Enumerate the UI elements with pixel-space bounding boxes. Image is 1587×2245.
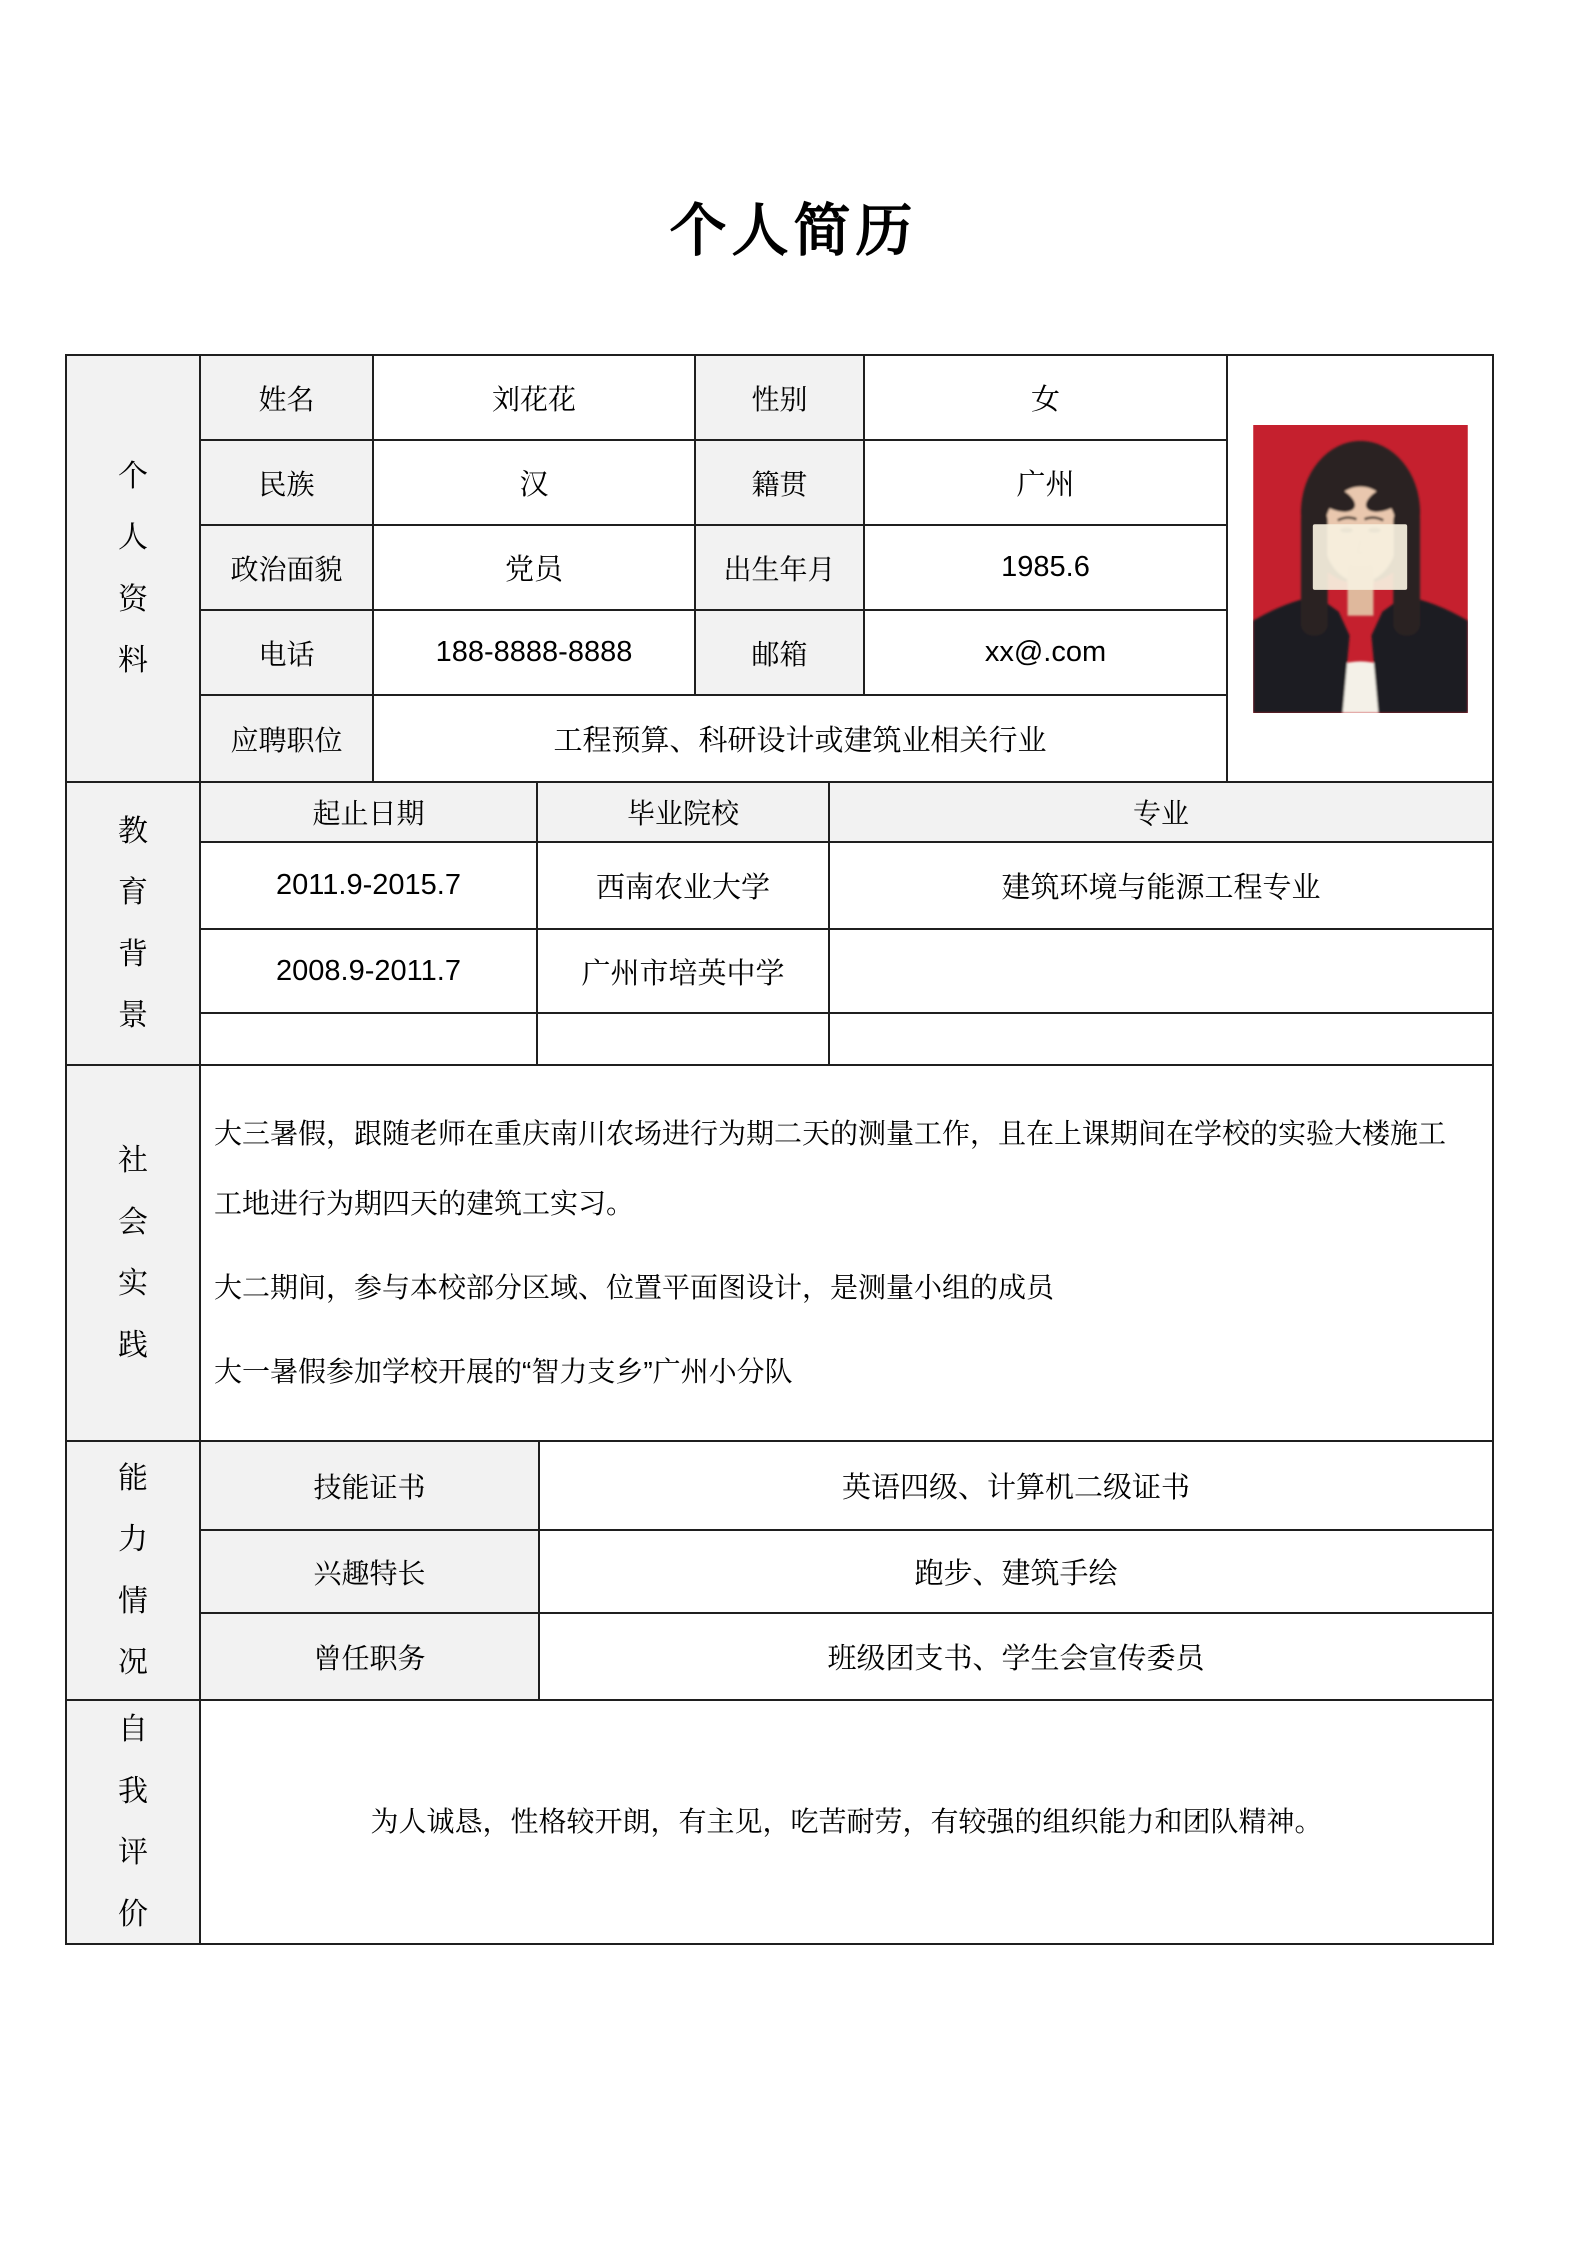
edu-period: 2011.9-2015.7 [201,843,538,930]
label-birth-date: 出生年月 [696,526,865,611]
practice-content [201,1066,1492,1440]
edu-period: 2008.9-2011.7 [201,930,538,1014]
value-gender: 女 [865,356,1228,441]
value-ethnicity: 汉 [374,441,696,526]
section-personal [67,356,1492,783]
section-evaluation [67,1701,1492,1943]
section-title-education [67,783,201,1064]
edu-school: 广州市培英中学 [538,930,830,1014]
label-ethnicity: 民族 [201,441,374,526]
label-certificates: 技能证书 [201,1442,540,1531]
edu-major: 建筑环境与能源工程专业 [830,843,1492,930]
evaluation-content [201,1701,1492,1943]
value-position-applied: 工程预算、科研设计或建筑业相关行业 [374,696,1228,781]
edu-school-empty [538,1014,830,1064]
personal-grid [201,356,1492,781]
section-ability [67,1442,1492,1701]
section-title-text: 教育背景 [118,814,148,1032]
ability-grid [201,1442,1492,1699]
section-title-practice [67,1066,201,1440]
section-title-text: 个人资料 [118,459,148,677]
evaluation-text: 为人诚恳，性格较开朗，有主见，吃苦耐劳，有较强的组织能力和团队精神。 [370,1805,1323,1837]
face-blur-box [1312,524,1406,590]
edu-header-period: 起止日期 [201,783,538,843]
label-political-status: 政治面貌 [201,526,374,611]
value-certificates: 英语四级、计算机二级证书 [540,1442,1492,1531]
education-grid [201,783,1492,1064]
label-gender: 性别 [696,356,865,441]
section-education [67,783,1492,1066]
edu-major-empty [830,1014,1492,1064]
label-native-place: 籍贯 [696,441,865,526]
practice-paragraph: 大一暑假参加学校开展的“智力支乡”广州小分队 [214,1356,793,1387]
label-name: 姓名 [201,356,374,441]
id-photo [1253,425,1468,713]
label-hobbies: 兴趣特长 [201,1531,540,1614]
practice-paragraph: 大三暑假，跟随老师在重庆南川农场进行为期二天的测量工作，且在上课期间在学校的实验大楼施工工地进行为期四天的建筑工实习。 [214,1118,1447,1219]
value-political-status: 党员 [374,526,696,611]
photo-cell [1228,356,1492,781]
section-title-evaluation [67,1701,201,1943]
practice-body [201,1066,1492,1440]
edu-header-major: 专业 [830,783,1492,843]
value-past-positions: 班级团支书、学生会宣传委员 [827,1643,1205,1675]
evaluation-body [201,1701,1492,1943]
value-native-place: 广州 [865,441,1228,526]
page-title: 个人简历 [669,200,918,263]
section-title-text: 社会实践 [118,1144,148,1362]
section-title-text: 自我评价 [118,1713,148,1931]
edu-major [830,930,1492,1014]
label-email: 邮箱 [696,611,865,696]
value-hobbies: 跑步、建筑手绘 [540,1531,1492,1614]
practice-paragraph: 大二期间，参与本校部分区域、位置平面图设计，是测量小组的成员 [214,1272,1055,1303]
label-position-applied: 应聘职位 [201,696,374,781]
value-phone: 188-8888-8888 [374,611,696,696]
section-title-ability [67,1442,201,1699]
value-email: xx@.com [865,611,1228,696]
label-past-positions: 曾任职务 [201,1614,540,1699]
edu-school: 西南农业大学 [538,843,830,930]
value-birth-date: 1985.6 [865,526,1228,611]
section-practice [67,1066,1492,1442]
edu-header-school: 毕业院校 [538,783,830,843]
value-name: 刘花花 [374,356,696,441]
section-title-text: 能力情况 [118,1461,148,1679]
label-phone: 电话 [201,611,374,696]
section-title-personal [67,356,201,781]
edu-period-empty [201,1014,538,1064]
id-photo-art [1253,425,1468,713]
resume-table [65,354,1494,1945]
